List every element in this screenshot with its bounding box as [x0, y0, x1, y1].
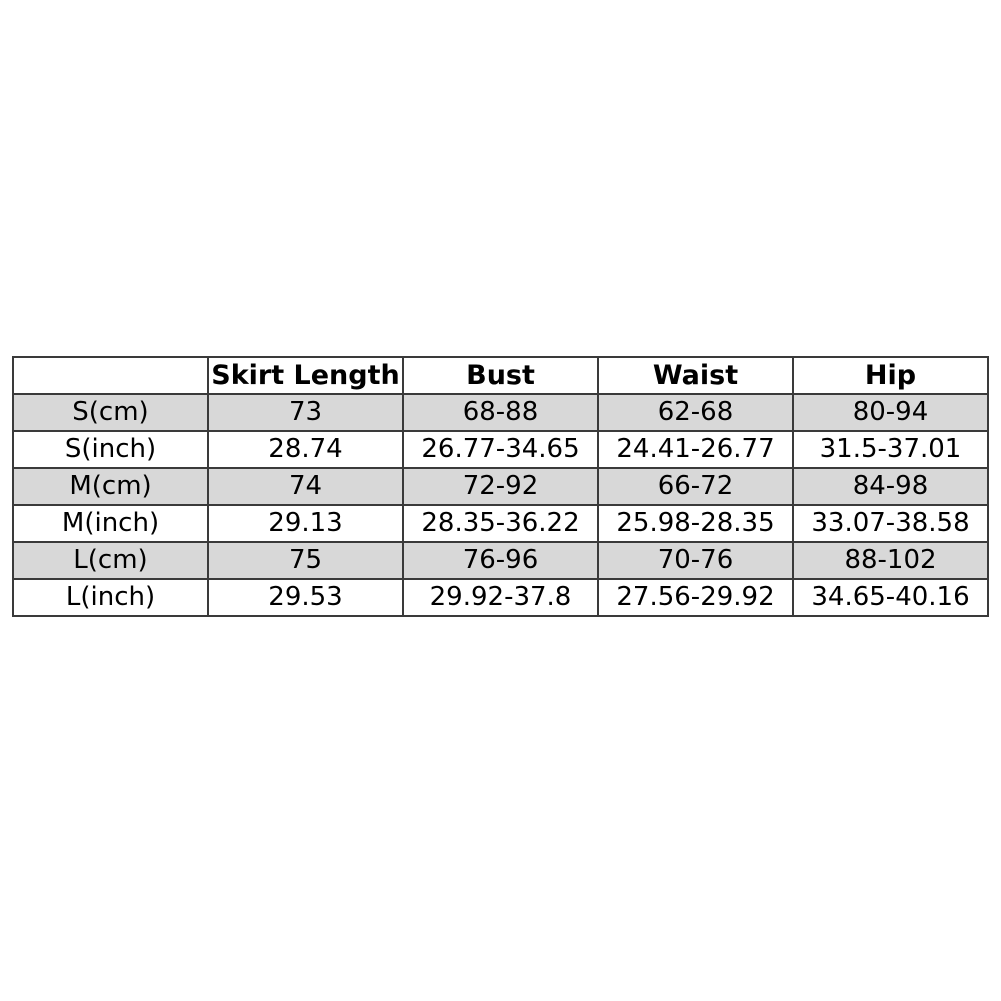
header-cell-empty: [13, 357, 208, 394]
cell-skirt-length: 28.74: [208, 431, 403, 468]
cell-bust: 68-88: [403, 394, 598, 431]
cell-skirt-length: 75: [208, 542, 403, 579]
size-chart-table: [12, 356, 989, 617]
cell-skirt-length: 73: [208, 394, 403, 431]
cell-bust: 72-92: [403, 468, 598, 505]
cell-hip: 31.5-37.01: [793, 431, 988, 468]
cell-waist: 66-72: [598, 468, 793, 505]
cell-hip: 33.07-38.58: [793, 505, 988, 542]
row-label: S(cm): [13, 394, 208, 431]
table-row-l-cm: [13, 542, 988, 579]
table-row-m-cm: [13, 468, 988, 505]
row-label: S(inch): [13, 431, 208, 468]
header-cell-hip: Hip: [793, 357, 988, 394]
table-row-l-inch: [13, 579, 988, 616]
cell-hip: 80-94: [793, 394, 988, 431]
cell-waist: 27.56-29.92: [598, 579, 793, 616]
cell-waist: 24.41-26.77: [598, 431, 793, 468]
cell-waist: 62-68: [598, 394, 793, 431]
row-label: L(cm): [13, 542, 208, 579]
cell-hip: 88-102: [793, 542, 988, 579]
cell-bust: 76-96: [403, 542, 598, 579]
table-row-m-inch: [13, 505, 988, 542]
row-label: L(inch): [13, 579, 208, 616]
cell-skirt-length: 74: [208, 468, 403, 505]
cell-waist: 70-76: [598, 542, 793, 579]
cell-bust: 29.92-37.8: [403, 579, 598, 616]
row-label: M(inch): [13, 505, 208, 542]
cell-skirt-length: 29.53: [208, 579, 403, 616]
header-cell-skirt-length: Skirt Length: [208, 357, 403, 394]
cell-bust: 28.35-36.22: [403, 505, 598, 542]
table-row-s-inch: [13, 431, 988, 468]
table-header-row: [13, 357, 988, 394]
cell-skirt-length: 29.13: [208, 505, 403, 542]
header-cell-waist: Waist: [598, 357, 793, 394]
cell-waist: 25.98-28.35: [598, 505, 793, 542]
cell-hip: 34.65-40.16: [793, 579, 988, 616]
cell-hip: 84-98: [793, 468, 988, 505]
table-row-s-cm: [13, 394, 988, 431]
header-cell-bust: Bust: [403, 357, 598, 394]
row-label: M(cm): [13, 468, 208, 505]
cell-bust: 26.77-34.65: [403, 431, 598, 468]
